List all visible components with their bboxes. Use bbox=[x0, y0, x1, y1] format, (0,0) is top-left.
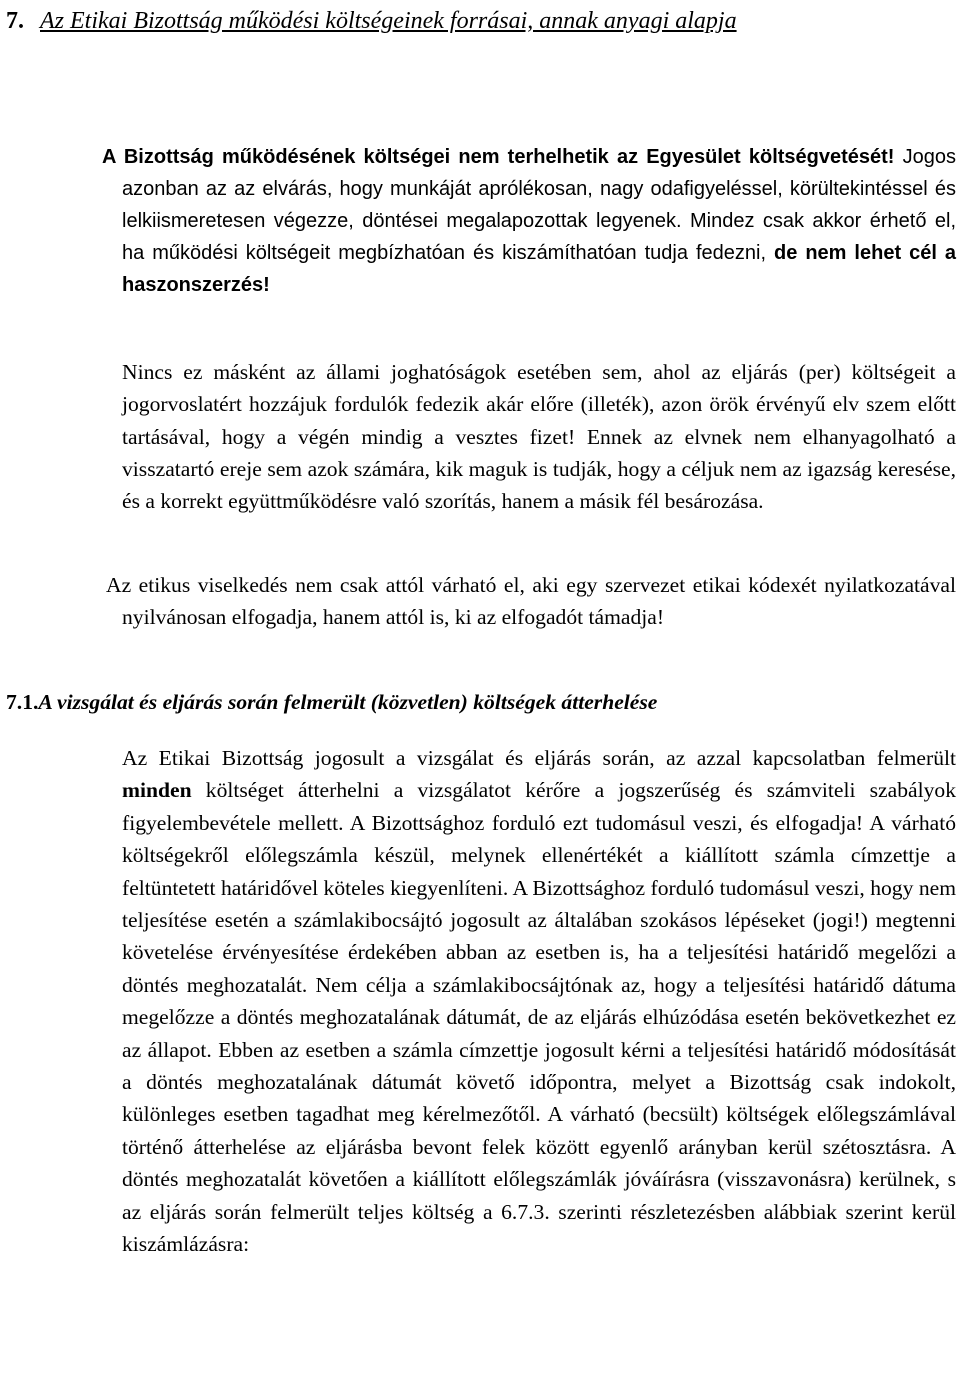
section-title: Az Etikai Bizottság működési költségeinek forrásai, annak anyagi alapja bbox=[40, 8, 737, 34]
subsection-number: 7.1. bbox=[6, 690, 39, 714]
paragraph-funding-bold-tail: de nem lehet cél a haszonszerzés! bbox=[122, 242, 956, 296]
paragraph-cost-transfer-body: költséget átterhelni a vizsgálatot kérőre a jogszerűség és számviteli szabályok figyelembevétele mellett. A Bizottsághoz forduló ezt tudomásul veszi, és elfogadja! A várható költségekről előlegszámla készül, melynek ellenértékét a kiállított számla címzettje a feltüntetett határidővel köteles kiegyenlíteni. A Bizottsághoz forduló tudomásul veszi, hogy nem teljesítése esetén a számlakibocsájtó jogosult az általában szokásos lépéseket (jogi!) megtenni követelése érvényesítése érdekében abban az esetben is, ha a teljesítési határidő megelőzi a döntés meghozatalát. Nem célja a számlakibocsájtónak az, hogy a teljesítési határidő dátuma megelőzze a döntés meghozatalának dátumát, de az eljárás elhúzódása esetén bekövetkezhet ez az állapot. Ebben az esetben a számla címzettje jogosult kérni a teljesítési határidő módosítását a döntés meghozatalának dátumát követő időpontra, melyet a Bizottság csak indokolt, különleges esetben tagadhat meg kérelmezőtől. A várható (becsült) költségek előlegszámlával történő átterhelése az eljárásba bevont felek között egyenlő arányban kerül szétosztásra. A döntés meghozatalát követően a kiállított előlegszámlák jóváírásra (visszavonásra) kerülnek, s az eljárás során felmerült teljes költség a 6.7.3. szerinti részletezésben alábbiak szerint kerül kiszámlázásra: bbox=[122, 778, 956, 1257]
paragraph-funding-bold-lead: A Bizottság működésének költségei nem terhelhetik az Egyesület költségvetését! bbox=[102, 146, 895, 168]
paragraph-cost-transfer-lead: Az Etikai Bizottság jogosult a vizsgálat és eljárás során, az azzal kapcsolatban felmerült bbox=[122, 746, 956, 770]
paragraph-cost-transfer-bold: minden bbox=[122, 778, 192, 803]
subsection-heading bbox=[6, 685, 956, 719]
paragraph-ethical-behaviour-text: Az etikus viselkedés nem csak attól várható el, aki egy szervezet etikai kódexét nyilatkozatával nyilvánosan elfogadja, hanem attól is, ki az elfogadót támadja! bbox=[106, 573, 956, 630]
paragraph-state-jurisdiction: Nincs ez másként az állami joghatóságok esetében sem, ahol az eljárás (per) költségeit a jogorvoslatért hozzájuk fordulók fedezik akár előre (illeték), azon örök érvényű elv szem előtt tartásával, hogy a végén mindig a vesztes fizet! Ennek az elvnek nem elhanyagolható a visszatartó ereje sem azok számára, kik maguk is tudják, hogy a céljuk nem az igazság keresése, és a korrekt együttműködésre való szorítás, hanem a másik fél besározása. bbox=[122, 360, 956, 514]
paragraph-funding-body: Jogos azonban az az elvárás, hogy munkáját aprólékosan, nagy odafigyeléssel, körültekintéssel és lelkiismeretesen végezze, döntései megalapozottak legyenek. Mindez csak akkor érhető el, ha működési költségeit megbízhatóan és kiszámíthatóan tudja fedezni, bbox=[122, 146, 956, 264]
section-heading bbox=[6, 4, 956, 38]
paragraph-ethical-behaviour bbox=[106, 569, 956, 634]
paragraph-funding bbox=[102, 141, 956, 301]
paragraph-cost-transfer bbox=[122, 742, 956, 1261]
section-number: 7. bbox=[6, 8, 24, 34]
subsection-title: A vizsgálat és eljárás során felmerült (közvetlen) költségek átterhelése bbox=[38, 690, 658, 714]
